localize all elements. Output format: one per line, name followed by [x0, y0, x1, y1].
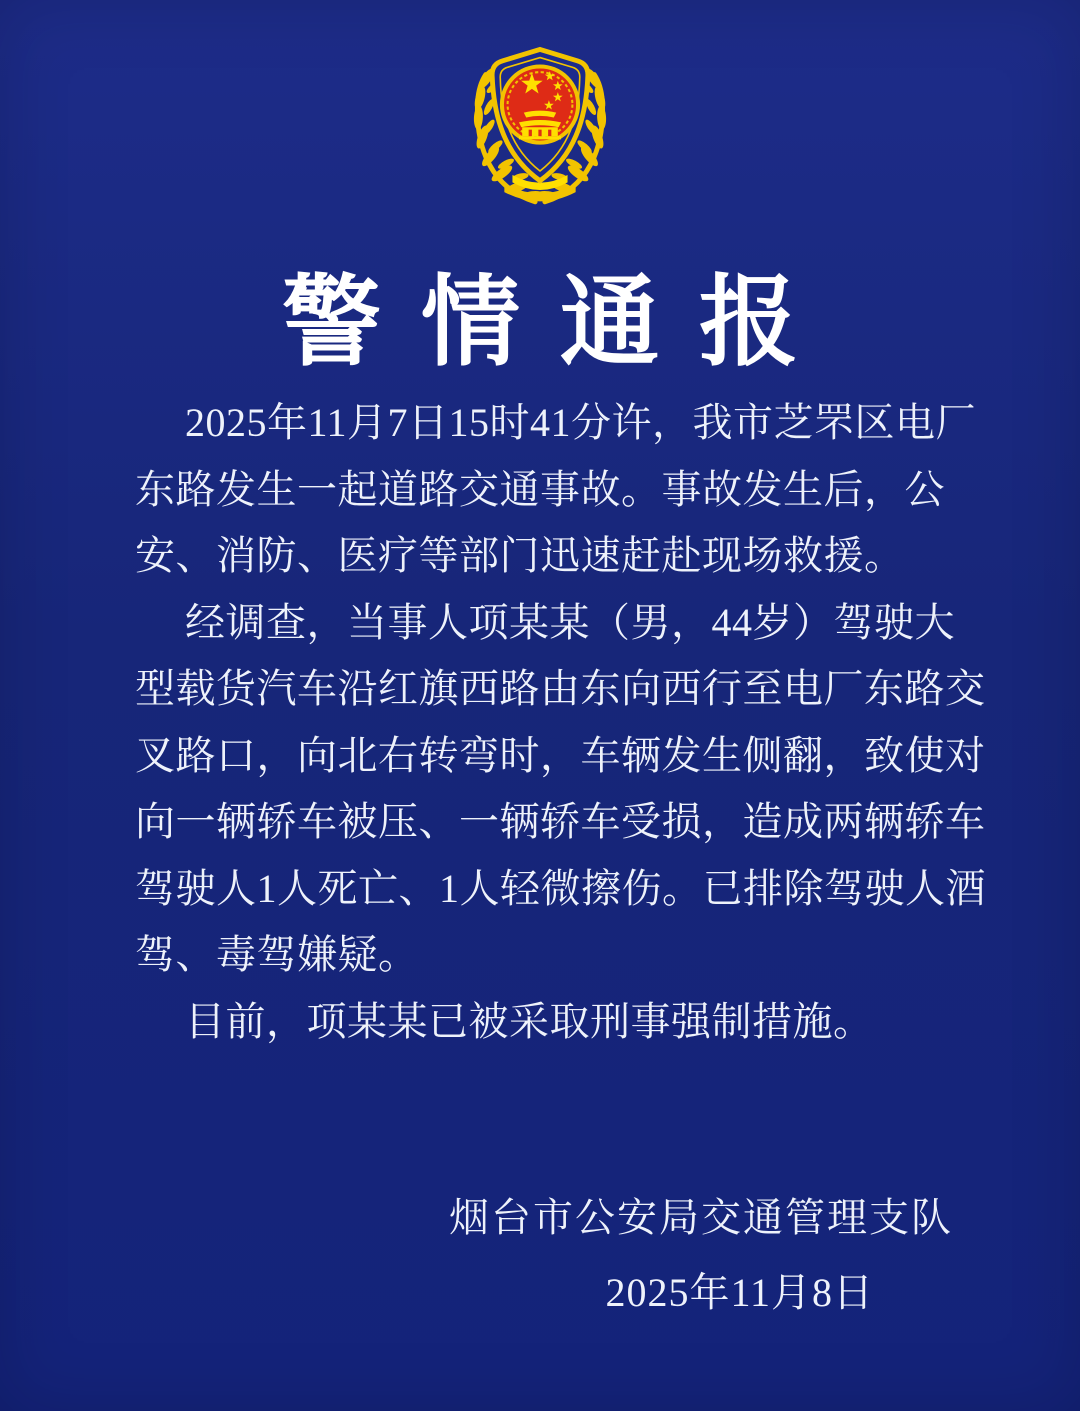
- body-line: 驾驶人1人死亡、1人轻微擦伤。已排除驾驶人酒: [135, 865, 986, 911]
- body-line: 经调查，当事人项某某（男，44岁）驾驶大: [185, 599, 955, 645]
- police-badge-icon: [450, 30, 630, 218]
- issue-date: 2025年11月8日: [605, 1270, 874, 1315]
- body-line: 叉路口，向北右转弯时，车辆发生侧翻，致使对: [135, 732, 986, 778]
- notice-title: 警情通报: [282, 269, 838, 378]
- body-line: 东路发生一起道路交通事故。事故发生后，公: [135, 466, 945, 512]
- body-line: 型载货汽车沿红旗西路由东向西行至电厂东路交: [135, 666, 986, 711]
- body-line: 2025年11月7日15时41分许，我市芝罘区电厂: [185, 400, 977, 445]
- issuing-agency: 烟台市公安局交通管理支队: [449, 1195, 953, 1240]
- body-line: 安、消防、医疗等部门迅速赶赴现场救援。: [135, 533, 905, 578]
- body-line: 驾、毒驾嫌疑。: [135, 932, 419, 977]
- body-line: 向一辆轿车被压、一辆轿车受损，造成两辆轿车: [135, 799, 986, 844]
- body-line: 目前，项某某已被采取刑事强制措施。: [185, 998, 874, 1044]
- police-badge-emblem: [450, 30, 630, 218]
- notice-body: [135, 390, 986, 1055]
